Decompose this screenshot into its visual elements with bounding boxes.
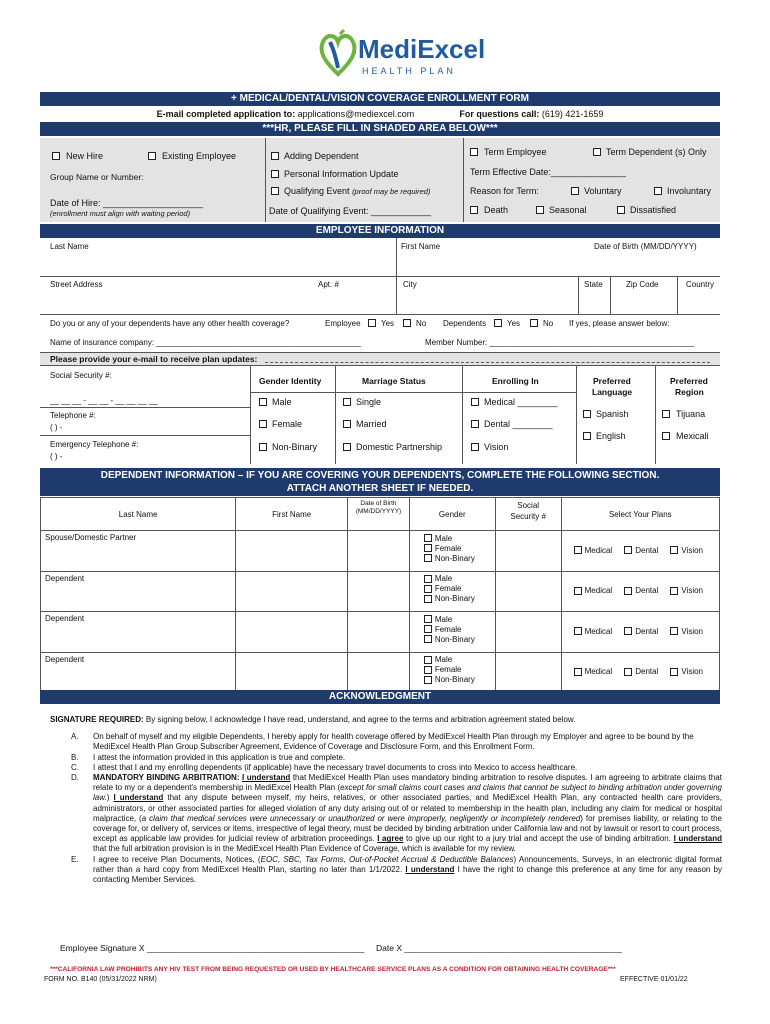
dep-last-name[interactable]: Dependent [41,652,236,693]
checkbox-icon[interactable] [424,534,432,542]
dep-gender-option[interactable]: Female [424,543,491,553]
ack-item-c: I attest that I and my enrolling dependents (if applicable) have the necessary travel documents to cross into Mexico to access healthcare. [93,762,578,772]
dep-plan-option[interactable]: Vision [670,586,703,595]
checkbox-icon[interactable] [574,546,582,554]
checkbox-icon[interactable] [624,627,632,635]
col-dob: Date of Birth (MM/DD/YYYY) [348,498,410,531]
dependent-row [41,612,720,653]
employee-no-checkbox[interactable] [403,319,411,327]
law-notice: ***CALIFORNIA LAW PROHIBITS ANY HIV TEST FROM BEING REQUESTED OR USED BY HEALTHCARE SERVICE PLANS AS A CONDITION FOR OBTAINING HEALTH COVERAGE*** [50,966,616,973]
reason-label: Reason for Term: [470,186,539,196]
checkbox-icon[interactable] [670,587,678,595]
checkbox-icon[interactable] [574,627,582,635]
english-label: English [596,431,626,441]
col-ssn: Social Security # [495,498,561,531]
state-field[interactable]: State [584,280,603,289]
dep-plan-option[interactable]: Vision [670,667,703,676]
dep-plan-option[interactable]: Vision [670,546,703,555]
qualifying-event-checkbox[interactable] [271,187,279,195]
form-title: + MEDICAL/DENTAL/VISION COVERAGE ENROLLMENT FORM [40,92,720,106]
dep-plans [561,612,719,653]
dependent-row [41,531,720,572]
checkbox-icon[interactable] [424,676,432,684]
personal-info-label: Personal Information Update [284,169,399,179]
medical-checkbox[interactable] [471,398,479,406]
dep-ssn[interactable] [495,571,561,612]
spanish-label: Spanish [596,409,629,419]
email-prompt: Please provide your e-mail to receive plan updates: [50,354,258,364]
insurance-name-field[interactable]: Name of insurance company: ______________________________________________ [50,338,361,347]
dep-first-name[interactable] [236,571,348,612]
dep-gender-option[interactable]: Female [424,624,491,634]
checkbox-icon[interactable] [424,544,432,552]
term-dependent-checkbox[interactable] [593,148,601,156]
qualifying-event-label: Qualifying Event (proof may be required) [284,186,431,196]
col-gender: Gender [409,498,495,531]
ssn-label: Social Security #: [50,371,112,380]
dependents-yes-label: Yes [507,319,521,328]
dep-plans [561,652,719,693]
checkbox-icon[interactable] [424,595,432,603]
dep-gender [409,612,495,653]
street-field[interactable]: Street Address [50,280,103,289]
dep-dob[interactable] [348,612,410,653]
region-header-2: Region [675,387,704,397]
dep-ssn[interactable] [495,531,561,572]
language-header-1: Preferred [593,376,631,386]
date-hire-label: Date of Hire: ____________________ [50,198,204,208]
checkbox-icon[interactable] [670,627,678,635]
dob-field[interactable]: Date of Birth (MM/DD/YYYY) [594,242,697,251]
gender-header: Gender Identity [259,376,322,386]
group-label: Group Name or Number: [50,172,144,182]
heart-logo-icon [318,28,358,78]
term-dependent-label: Term Dependent (s) Only [606,147,707,157]
domestic-checkbox[interactable] [343,443,351,451]
nonbinary-checkbox[interactable] [259,443,267,451]
col-last-name: Last Name [41,498,236,531]
checkbox-icon[interactable] [424,666,432,674]
dependents-no-label: No [543,319,554,328]
contact-line: E-mail completed application to: applications@mediexcel.com For questions call: (619) 421-1659 [156,109,604,119]
dep-plan-option[interactable]: Medical [574,546,613,555]
term-effective-label: Term Effective Date:_______________ [470,167,626,177]
dep-gender-option[interactable]: Male [424,574,491,584]
checkbox-icon[interactable] [624,587,632,595]
employee-signature-field[interactable]: Employee Signature X ______________________________________________ [60,943,365,953]
effective-date: EFFECTIVE 01/01/22 [620,976,688,983]
checkbox-icon[interactable] [574,668,582,676]
ack-title: ACKNOWLEDGMENT [40,690,720,704]
mexicali-checkbox[interactable] [662,432,670,440]
dep-first-name[interactable] [236,531,348,572]
dep-gender [409,652,495,693]
dental-label: Dental ________ [484,419,553,429]
dissatisfied-checkbox[interactable] [617,206,625,214]
country-field[interactable]: Country [686,280,715,289]
male-checkbox[interactable] [259,398,267,406]
dependents-yes-checkbox[interactable] [494,319,502,327]
other-coverage-question: Do you or any of your dependents have any other health coverage? [50,319,290,328]
existing-employee-label: Existing Employee [162,151,237,161]
male-label: Male [272,397,292,407]
death-checkbox[interactable] [470,206,478,214]
marriage-header: Marriage Status [362,376,426,386]
last-name-field[interactable]: Last Name [50,242,89,251]
telephone-field[interactable]: ( ) - [50,423,63,432]
adding-dependent-label: Adding Dependent [284,151,359,161]
dep-plan-option[interactable]: Dental [624,667,658,676]
dep-plans [561,531,719,572]
spanish-checkbox[interactable] [583,410,591,418]
existing-employee-checkbox[interactable] [148,152,156,160]
domestic-label: Domestic Partnership [356,442,443,452]
checkbox-icon[interactable] [574,587,582,595]
checkbox-icon[interactable] [424,575,432,583]
city-field[interactable]: City [403,280,417,289]
member-number-field[interactable]: Member Number: ______________________________________________ [425,338,695,347]
seasonal-label: Seasonal [549,205,587,215]
dep-plan-option[interactable]: Dental [624,586,658,595]
tijuana-label: Tijuana [676,409,706,419]
dep-gender-option[interactable]: Male [424,533,491,543]
dep-gender-option[interactable]: Female [424,584,491,594]
voluntary-checkbox[interactable] [571,187,579,195]
hr-note: ***HR, PLEASE FILL IN SHADED AREA BELOW*** [40,122,720,136]
checkbox-icon[interactable] [670,668,678,676]
dep-dob[interactable] [348,652,410,693]
date-hire-note: (enrollment must align with waiting period) [50,209,191,218]
dependents-grid [40,497,720,693]
first-name-field[interactable]: First Name [401,242,441,251]
brand-name: MediExcel [358,34,486,64]
dependent-row [41,571,720,612]
mexicali-label: Mexicali [676,431,709,441]
dep-plans [561,571,719,612]
involuntary-checkbox[interactable] [654,187,662,195]
enrolling-header: Enrolling In [492,376,539,386]
dep-plan-option[interactable]: Dental [624,627,658,636]
dep-plan-option[interactable]: Medical [574,586,613,595]
dep-plan-option[interactable]: Dental [624,546,658,555]
dep-gender-option[interactable]: Non-Binary [424,675,491,685]
ack-item-b: I attest the information provided in this application is true and complete. [93,752,346,762]
date-field[interactable]: Date X ______________________________________________ [376,943,622,953]
adding-dependent-checkbox[interactable] [271,152,279,160]
checkbox-icon[interactable] [424,585,432,593]
col-first-name: First Name [236,498,348,531]
employee-yes-checkbox[interactable] [368,319,376,327]
ack-item-e: I agree to receive Plan Documents, Notices, (EOC, SBC, Tax Forms, Out-of-Pocket Accrual & Deductible Balances) Announcements, Surveys, in an electronic digital format rather than a hard copy from MediExcel Health Plan, starting no later than 1/1/2022. I understand I have the right to change this preference at any time for any reason by contacting Member Services. [93,854,723,885]
married-checkbox[interactable] [343,420,351,428]
checkbox-icon[interactable] [670,546,678,554]
medical-label: Medical ________ [484,397,558,407]
dep-gender-option[interactable]: Non-Binary [424,634,491,644]
new-hire-label: New Hire [66,151,104,161]
dep-gender-option[interactable]: Male [424,655,491,665]
seasonal-checkbox[interactable] [536,206,544,214]
ack-item-d: MANDATORY BINDING ARBITRATION: I understand that MediExcel Health Plan uses mandatory binding arbitration to resolve disputes. I am agreeing to arbitrate claims that relate to my or a dependent's membership in MediExcel Health Plan (except for small claims court cases and claims that cannot be subject to binding arbitration under governing law.) I understand that any dispute between myself, my heirs, relatives, or other associated parties, and MediExcel Health Plan, any contracted health care providers, administrators, or other associated parties for alleged violation of any duty arising out of or related to membership in the health plan, including any claim for medical or hospital malpractice, (a claim that medical services were unnecessary or unauthorized or were improperly, negligently or incompletely rendered) for premises liability, or relating to the coverage for, or delivery of, services or items, irrespective of legal theory, must be decided by binding arbitration under California law and not by lawsuit or resort to court process, except as applicable law provides for judicial review of arbitration proceedings. I agree to give up our right to a jury trial and accept the use of binding arbitration. I understand that the full arbitration provision is in the MediExcel Health Plan Evidence of Coverage, which is available for my review. [93,773,723,854]
checkbox-icon[interactable] [424,635,432,643]
telephone-label: Telephone #: [50,411,96,420]
involuntary-label: Involuntary [667,186,712,196]
dep-gender-option[interactable]: Non-Binary [424,594,491,604]
dependents-coverage-label: Dependents [443,319,487,328]
ssn-field[interactable]: __ __ __ - __ __ - __ __ __ __ [50,396,158,405]
new-hire-checkbox[interactable] [52,152,60,160]
employee-info-title: EMPLOYEE INFORMATION [40,224,720,238]
tijuana-checkbox[interactable] [662,410,670,418]
logo [318,28,486,80]
voluntary-label: Voluntary [584,186,622,196]
dep-ssn[interactable] [495,612,561,653]
dep-ssn[interactable] [495,652,561,693]
language-header-2: Language [592,387,633,397]
dep-dob[interactable] [348,531,410,572]
dependents-table [40,497,720,693]
personal-info-checkbox[interactable] [271,170,279,178]
vision-checkbox[interactable] [471,443,479,451]
female-label: Female [272,419,303,429]
form-number: FORM NO. B140 (05/31/2022 NRM) [44,976,157,983]
checkbox-icon[interactable] [624,668,632,676]
dep-dob[interactable] [348,571,410,612]
dependents-no-checkbox[interactable] [530,319,538,327]
ack-item-a: On behalf of myself and my eligible Dependents, I hereby apply for health coverage offered by MediExcel Health Plan through my Employer and agree to be bound by the MediExcel Health Plan Group Subscriber Agreement, Evidence of Coverage and Disclosure Form, and this Enrollment Form. [93,732,694,752]
vision-label: Vision [484,442,509,452]
ack-body: SIGNATURE REQUIRED: By signing below, I acknowledge I have read, understand, and agree to the terms and arbitration agreement stated below. A. On behalf of myself and my eligible Dependents, I hereby apply for health coverage offered by MediExcel Health Plan through my Employer and agree to be bound by the MediExcel Health Plan Group Subscriber Agreement, Evidence of Coverage and Disclosure Form, and this Enrollment Form. B. I attest the information provided in this application is true and complete. C. I attest that I and my enrolling dependents (if applicable) have the necessary travel documents to cross into Mexico to access healthcare. D. MANDATORY BINDING ARBITRATION: I understand that MediExcel Health Plan uses mandatory binding arbitration to resolve disputes. I am agreeing to arbitrate claims that relate to my or a dependent's membership in MediExcel Health Plan (except for small claims court cases and claims that cannot be subject to binding arbitration under governing law.) I understand that any dispute between myself, my heirs, relatives, or other associated parties, and MediExcel Health Plan, any contracted health care providers, administrators, or other associated parties for alleged violation of any duty arising out of or related to membership in the health plan, including any claim for medical or hospital malpractice, (a claim that medical services were unnecessary or unauthorized or were improperly, negligently or incompletely rendered) for premises liability, or relating to the coverage for, or delivery of, services or items, irrespective of legal theory, must be decided by binding arbitration under California law and not by lawsuit or resort to court process, except as applicable law provides for judicial review of arbitration proceedings. I agree to give up our right to a jury trial and accept the use of binding arbitration. I understand that the full arbitration provision is in the MediExcel Health Plan Evidence of Coverage, which is available for my review. E. I agree to receive Plan Documents, Notices, (EOC, SBC, Tax Forms, Out-of-Pocket Accrual & Deductible Balances) Announcements, Surveys, in an electronic digital format rather than a hard copy from MediExcel Health Plan, starting no later than 1/1/2022. I understand I have the right to change this preference at any time for any reason by contacting Member Services. [50,715,723,885]
dep-gender-option[interactable]: Male [424,614,491,624]
single-label: Single [356,397,382,407]
dependent-row [41,652,720,693]
checkbox-icon[interactable] [424,656,432,664]
dep-gender-option[interactable]: Female [424,665,491,675]
emergency-label: Emergency Telephone #: [50,440,139,449]
death-label: Death [484,205,509,215]
dependents-header-row [41,498,720,531]
zip-field[interactable]: Zip Code [626,280,659,289]
dep-plan-option[interactable]: Vision [670,627,703,636]
dep-gender [409,531,495,572]
employee-coverage-label: Employee [325,319,361,328]
term-employee-checkbox[interactable] [470,148,478,156]
dep-last-name[interactable]: Dependent [41,612,236,653]
dep-gender [409,571,495,612]
dep-last-name[interactable]: Dependent [41,571,236,612]
nonbinary-label: Non-Binary [272,442,318,452]
emergency-field[interactable]: ( ) - [50,452,63,461]
brand-sub: HEALTH PLAN [362,66,456,76]
email-input[interactable] [265,362,710,363]
dental-checkbox[interactable] [471,420,479,428]
qualifying-date-label: Date of Qualifying Event: ____________ [269,206,432,216]
female-checkbox[interactable] [259,420,267,428]
checkbox-icon[interactable] [424,615,432,623]
dep-last-name[interactable]: Spouse/Domestic Partner [41,531,236,572]
checkbox-icon[interactable] [424,554,432,562]
single-checkbox[interactable] [343,398,351,406]
dissatisfied-label: Dissatisfied [630,205,677,215]
term-employee-label: Term Employee [484,147,547,157]
employee-no-label: No [416,319,427,328]
region-header-1: Preferred [670,376,708,386]
checkbox-icon[interactable] [424,625,432,633]
dep-first-name[interactable] [236,652,348,693]
checkbox-icon[interactable] [624,546,632,554]
dep-plan-option[interactable]: Medical [574,667,613,676]
dep-plan-option[interactable]: Medical [574,627,613,636]
dep-first-name[interactable] [236,612,348,653]
col-plans: Select Your Plans [561,498,719,531]
dependents-title: DEPENDENT INFORMATION – IF YOU ARE COVERING YOUR DEPENDENTS, COMPLETE THE FOLLOWING SECTION. ATTACH ANOTHER SHEET IF NEEDED. [40,468,720,496]
if-yes-label: If yes, please answer below: [569,319,670,328]
apt-field[interactable]: Apt. # [318,280,339,289]
married-label: Married [356,419,387,429]
english-checkbox[interactable] [583,432,591,440]
dep-gender-option[interactable]: Non-Binary [424,553,491,563]
employee-yes-label: Yes [381,319,395,328]
